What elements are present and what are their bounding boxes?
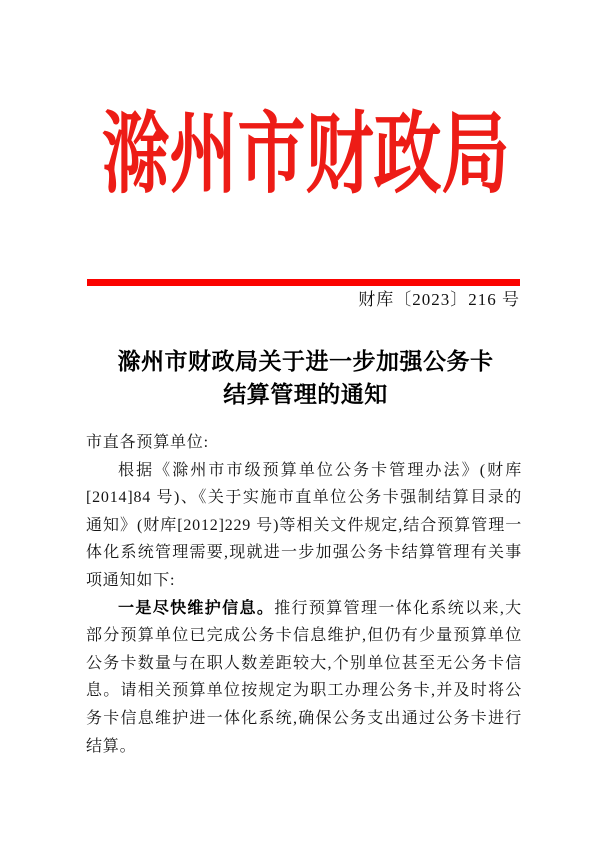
notice-title bbox=[0, 345, 611, 411]
notice-title-line1: 滁州市财政局关于进一步加强公务卡 bbox=[117, 349, 494, 374]
salutation: 市直各预算单位: bbox=[86, 434, 209, 451]
paragraph-basis: 根据《滁州市市级预算单位公务卡管理办法》(财库[2014]84 号)、《关于实施市直单位公务卡强制结算目录的通知》(财库[2012]229 号)等相关文件规定,结合预算管理一体化系统管理需要,现就进一步加强公务卡结算管理有关事项通知如下: bbox=[86, 461, 522, 589]
agency-masthead bbox=[0, 105, 611, 205]
notice-title-line2: 结算管理的通知 bbox=[223, 382, 388, 407]
agency-name: 滁州市财政局 bbox=[101, 105, 510, 205]
paragraph-lead-bold: 一是尽快维护信息。 bbox=[118, 599, 275, 617]
paragraph-lead-text: 推行预算管理一体化系统以来,大部分预算单位已完成公务卡信息维护,但仍有少量预算单位公务卡数量与在职人数差距较大,个别单位甚至无公务卡信息。请相关预算单位按规定为职工办理公务卡,并及时将公务卡信息维护进一体化系统,确保公务支出通过公务卡进行结算。 bbox=[86, 599, 522, 755]
red-divider-line bbox=[87, 279, 520, 286]
document-number: 财库〔2023〕216 号 bbox=[358, 290, 520, 309]
notice-body bbox=[86, 429, 522, 760]
paragraph-item-one bbox=[86, 595, 522, 761]
